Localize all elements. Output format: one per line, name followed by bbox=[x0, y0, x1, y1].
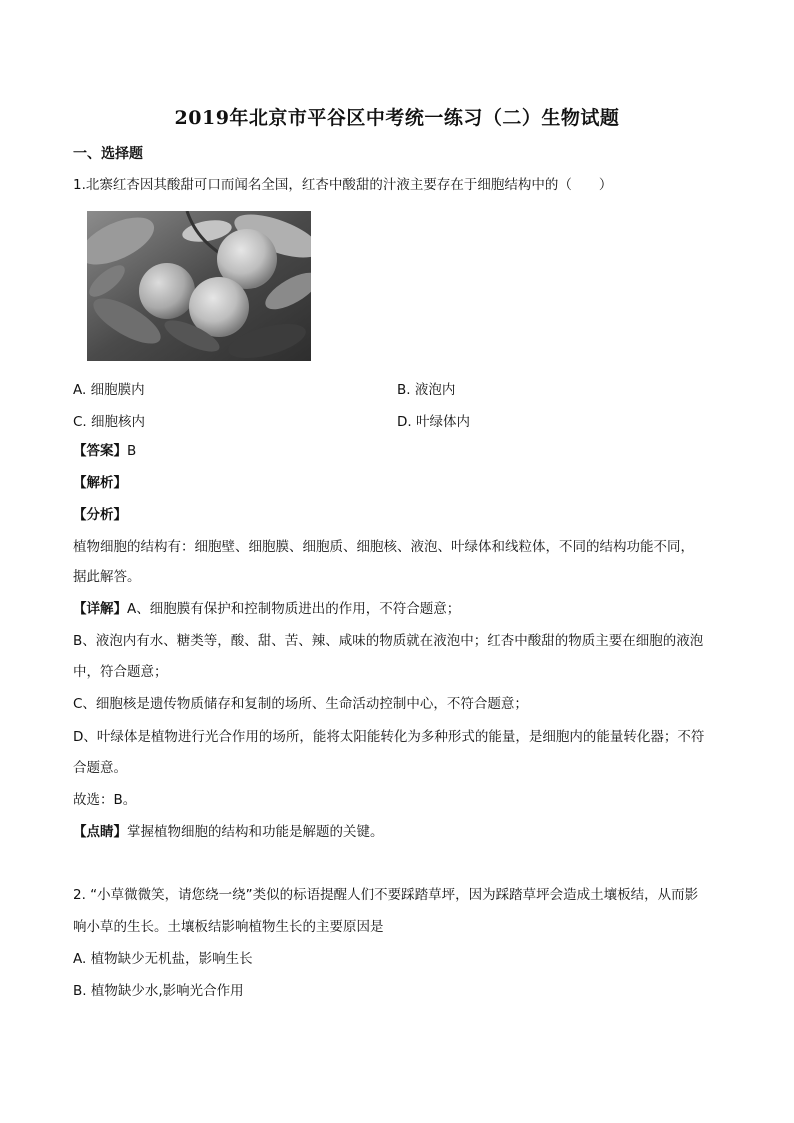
q1-option-b: B. 液泡内 bbox=[397, 382, 456, 398]
q1-option-d: D. 叶绿体内 bbox=[397, 414, 470, 430]
detail-a-line bbox=[73, 600, 460, 618]
detail-tag: 【详解】 bbox=[73, 601, 127, 617]
analysis-tag: 【解析】 bbox=[73, 475, 127, 491]
question-2-stem-1: 2. “小草微微笑，请您绕一绕”类似的标语提醒人们不要踩踏草坪，因为踩踏草坪会造成土壤板结，从而影 bbox=[73, 887, 699, 903]
choice-text: 故选：B。 bbox=[73, 792, 137, 808]
detail-a-text: A、细胞膜有保护和控制物质进出的作用，不符合题意； bbox=[127, 601, 461, 617]
dianjing-tag: 【点睛】 bbox=[73, 824, 127, 840]
fenxi-text-1: 植物细胞的结构有：细胞壁、细胞膜、细胞质、细胞核、液泡、叶绿体和线粒体，不同的结构功能不同， bbox=[73, 539, 694, 555]
dianjing-text: 掌握植物细胞的结构和功能是解题的关键。 bbox=[127, 824, 384, 840]
document-title: 2019年北京市平谷区中考统一练习（二）生物试题 bbox=[174, 107, 620, 129]
q1-option-c: C. 细胞核内 bbox=[73, 414, 146, 430]
apricot-photo bbox=[87, 211, 311, 361]
fenxi-text-2: 据此解答。 bbox=[73, 569, 141, 585]
detail-d-text-1: D、叶绿体是植物进行光合作用的场所，能将太阳能转化为多种形式的能量，是细胞内的能量转化器；不符 bbox=[73, 729, 705, 745]
q2-option-a: A. 植物缺少无机盐，影响生长 bbox=[73, 951, 253, 967]
q2-option-b: B. 植物缺少水,影响光合作用 bbox=[73, 983, 244, 999]
answer-tag: 【答案】 bbox=[73, 443, 127, 459]
dianjing-line bbox=[73, 823, 384, 841]
answer-value: B bbox=[127, 443, 137, 459]
fenxi-tag: 【分析】 bbox=[73, 507, 127, 523]
question-2-stem-2: 响小草的生长。土壤板结影响植物生长的主要原因是 bbox=[73, 919, 384, 935]
section-heading: 一、选择题 bbox=[73, 146, 143, 162]
q1-option-a: A. 细胞膜内 bbox=[73, 382, 145, 398]
question-1-stem: 1.北寨红杏因其酸甜可口而闻名全国，红杏中酸甜的汁液主要存在于细胞结构中的（ ） bbox=[73, 177, 613, 193]
apricot-image-icon bbox=[87, 211, 311, 361]
detail-b-text-2: 中，符合题意； bbox=[73, 664, 168, 680]
detail-b-text-1: B、液泡内有水、糖类等，酸、甜、苦、辣、咸味的物质就在液泡中；红杏中酸甜的物质主要在细胞的液泡 bbox=[73, 633, 704, 649]
answer-line bbox=[73, 442, 136, 460]
detail-c-text: C、细胞核是遗传物质储存和复制的场所、生命活动控制中心，不符合题意； bbox=[73, 696, 528, 712]
detail-d-text-2: 合题意。 bbox=[73, 760, 127, 776]
